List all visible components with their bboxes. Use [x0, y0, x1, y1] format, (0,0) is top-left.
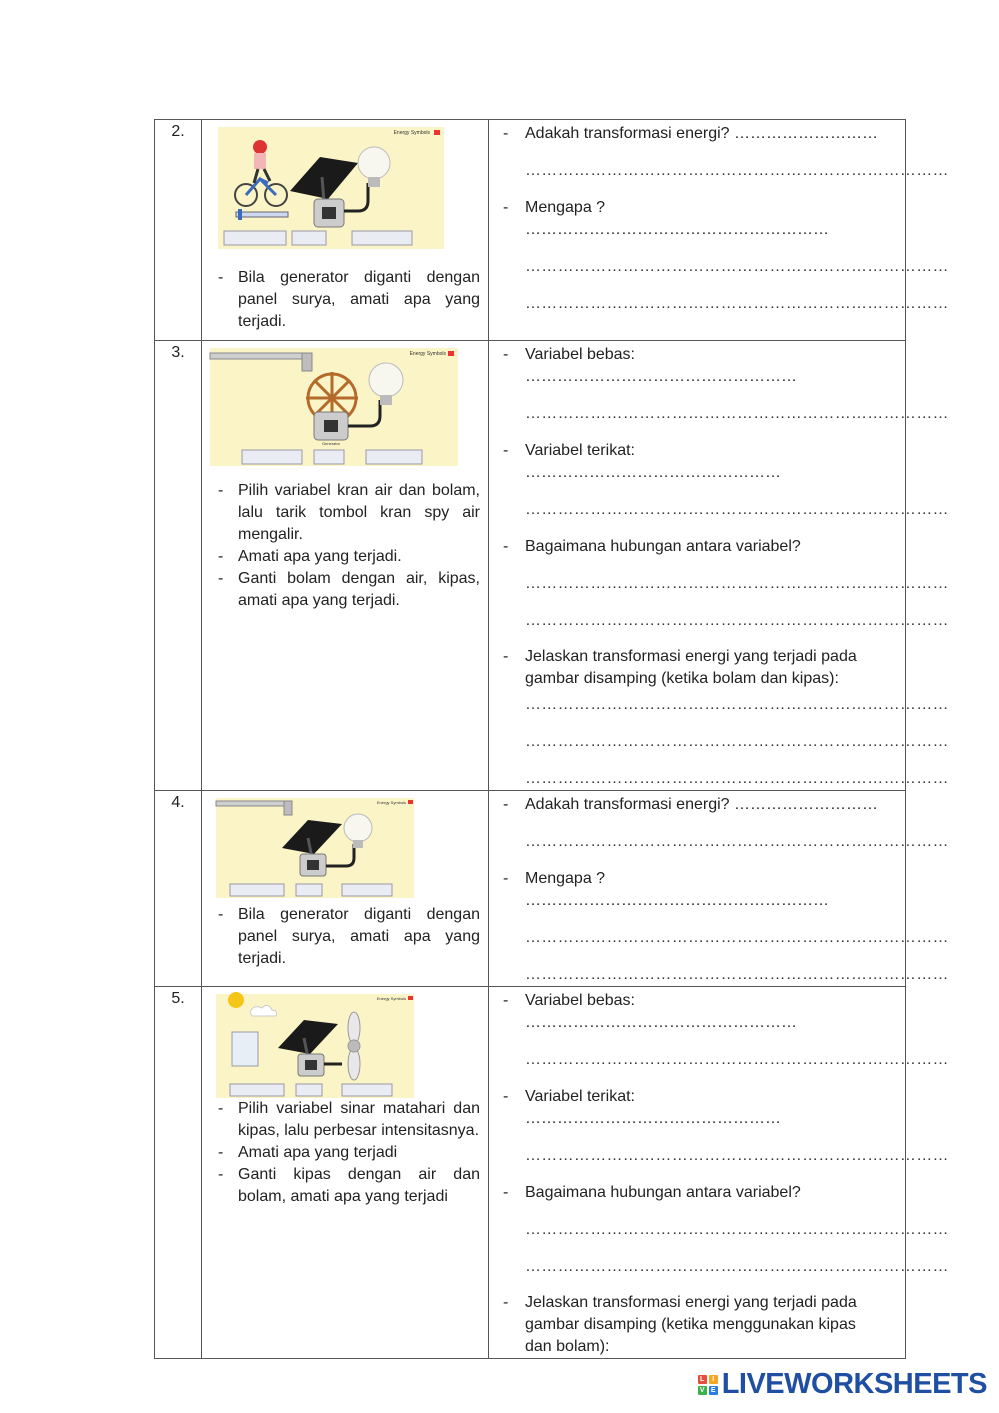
instruction-item: - Bila generator diganti dengan panel surya, amati apa yang terjadi. — [218, 904, 480, 970]
sim-screenshot-water-wheel — [202, 348, 488, 474]
question-cell — [489, 791, 949, 987]
question: - Bagaimana hubungan antara variabel? — [501, 536, 891, 558]
question: - Variabel terikat: ………………………………………… — [501, 440, 891, 484]
question: - Jelaskan transformasi energi yang terjadi pada gambar disamping (ketika menggunakan kipas dan bolam): — [501, 1292, 891, 1358]
answer-line[interactable]: …………………………………………………………………… — [525, 770, 949, 787]
logo-text: LIVEWORKSHEETS — [721, 1368, 987, 1400]
instruction-item: - Ganti kipas dengan air dan bolam, amati apa yang terjadi — [218, 1164, 480, 1208]
instruction-item: - Amati apa yang terjadi — [218, 1142, 480, 1164]
table-row — [155, 120, 906, 341]
instruction-item: - Amati apa yang terjadi. — [218, 546, 480, 568]
instruction-list — [218, 480, 480, 612]
instruction-cell — [202, 120, 489, 341]
answer-line[interactable]: …………………………………………………………………… — [525, 733, 949, 750]
question: - Bagaimana hubungan antara variabel? — [501, 1182, 891, 1204]
svg-text:Energy Symbols: Energy Symbols — [409, 351, 446, 357]
answer-line[interactable]: …………………………………………………………………… — [525, 258, 949, 275]
answer-line[interactable]: …………………………………………………………………… — [525, 295, 949, 312]
sim-screenshot-sun-fan — [202, 994, 488, 1100]
row-number: 3. — [171, 344, 185, 361]
answer-line[interactable]: …………………………………………………………………… — [525, 162, 949, 179]
worksheet-table — [154, 119, 949, 1359]
svg-text:Generator: Generator — [321, 441, 341, 446]
logo-mark-icon — [698, 1375, 718, 1395]
answer-line[interactable]: …………………………………………………………………… — [525, 501, 949, 518]
sim-screenshot-water-solar — [202, 798, 488, 900]
answer-line[interactable]: …………………………………………………………………… — [525, 929, 949, 946]
instruction-list — [218, 267, 480, 333]
table-row — [155, 341, 906, 791]
table-row — [155, 987, 906, 1359]
row-number-cell — [155, 791, 202, 987]
sim-screenshot-bike-solar — [202, 127, 488, 261]
instruction-list — [218, 904, 480, 970]
answer-line[interactable]: …………………………………………………………………… — [525, 1258, 949, 1275]
svg-text:Energy Symbols: Energy Symbols — [376, 996, 406, 1001]
answer-line[interactable]: …………………………………………………………………… — [525, 575, 949, 592]
question: - Jelaskan transformasi energi yang terjadi pada gambar disamping (ketika bolam dan kipas): — [501, 646, 891, 690]
question: - Mengapa ? ………………………………………………… — [501, 868, 891, 912]
question-cell — [489, 987, 949, 1359]
liveworksheets-logo — [698, 1368, 987, 1401]
answer-line[interactable]: …………………………………………………………………… — [525, 966, 949, 983]
logo-letter: V — [698, 1386, 707, 1395]
instruction-item: - Bila generator diganti dengan panel surya, amati apa yang terjadi. — [218, 267, 480, 333]
question: - Variabel bebas: …………………………………………… — [501, 990, 891, 1034]
answer-line[interactable]: …………………………………………………………………… — [525, 1221, 949, 1238]
svg-text:Energy Symbols: Energy Symbols — [393, 130, 430, 136]
table-row — [155, 791, 906, 987]
instruction-cell — [202, 341, 489, 791]
row-number-cell — [155, 987, 202, 1359]
logo-letter: L — [698, 1375, 707, 1384]
instruction-cell — [202, 987, 489, 1359]
question: - Variabel bebas: …………………………………………… — [501, 344, 891, 388]
logo-letter: E — [709, 1386, 718, 1395]
question: - Variabel terikat: ………………………………………… — [501, 1086, 891, 1130]
instruction-item: - Pilih variabel sinar matahari dan kipas, lalu perbesar intensitasnya. — [218, 1098, 480, 1142]
row-number: 4. — [171, 794, 185, 811]
answer-line[interactable]: …………………………………………………………………… — [525, 833, 949, 850]
answer-line[interactable]: …………………………………………………………………… — [525, 1051, 949, 1068]
answer-line[interactable]: …………………………………………………………………… — [525, 696, 949, 713]
instruction-cell — [202, 791, 489, 987]
row-number: 5. — [171, 990, 185, 1007]
row-number-cell — [155, 120, 202, 341]
instruction-item: - Pilih variabel kran air dan bolam, lalu tarik tombol kran spy air mengalir. — [218, 480, 480, 546]
question: - Adakah transformasi energi? ……………………… — [501, 794, 891, 816]
instruction-list — [218, 1098, 480, 1208]
answer-line[interactable]: …………………………………………………………………… — [525, 612, 949, 629]
question: - Mengapa ? ………………………………………………… — [501, 197, 891, 241]
row-number: 2. — [171, 123, 185, 140]
instruction-item: - Ganti bolam dengan air, kipas, amati apa yang terjadi. — [218, 568, 480, 612]
svg-text:Energy Symbols: Energy Symbols — [376, 800, 406, 805]
logo-letter: I — [709, 1375, 718, 1384]
answer-line[interactable]: …………………………………………………………………… — [525, 1147, 949, 1164]
question-cell — [489, 341, 949, 791]
question: - Adakah transformasi energi? ……………………… — [501, 123, 891, 145]
question-cell — [489, 120, 949, 341]
answer-line[interactable]: …………………………………………………………………… — [525, 405, 949, 422]
row-number-cell — [155, 341, 202, 791]
